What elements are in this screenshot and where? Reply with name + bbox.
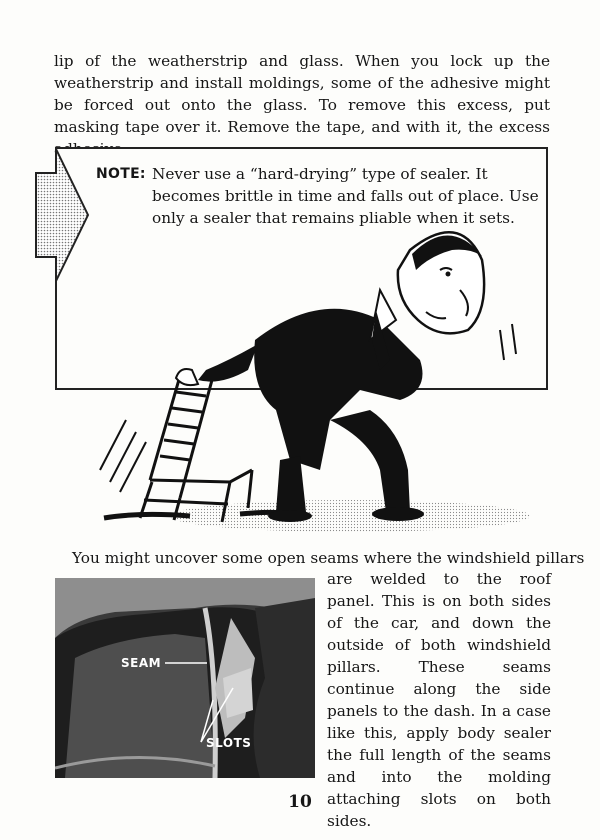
note-text: Never use a “hard-drying” type of sealer. It becomes brittle in time and falls out of place. Use only a sealer that remains pliable when it sets. [152,165,539,227]
ground-shadow [104,500,530,532]
seam-label: SEAM [121,656,162,670]
page-number: 10 [288,792,312,812]
cartoon-illustration [80,220,550,540]
side-paragraph: are welded to the roof panel. This is on both sides of the car, and down the outside of both windshield pillars. These seams continue along the side panels to the dash. In a case like this, apply body sealer the full length of the seams and into the molding attaching slots on both sides. [327,570,551,830]
windshield-photo [55,578,315,778]
man [176,232,484,522]
slots-label: SLOTS [206,736,252,750]
lead-sentence: You might uncover some open seams where the windshield pillars [72,549,585,567]
note-label: NOTE: [96,166,146,182]
intro-paragraph: lip of the weatherstrip and glass. When you lock up the weatherstrip and install moldings, some of the adhesive might be forced out onto the glass. To remove this excess, put masking tape over it. Remove the tape, and with it, the excess [54,52,550,136]
chair [140,376,252,522]
